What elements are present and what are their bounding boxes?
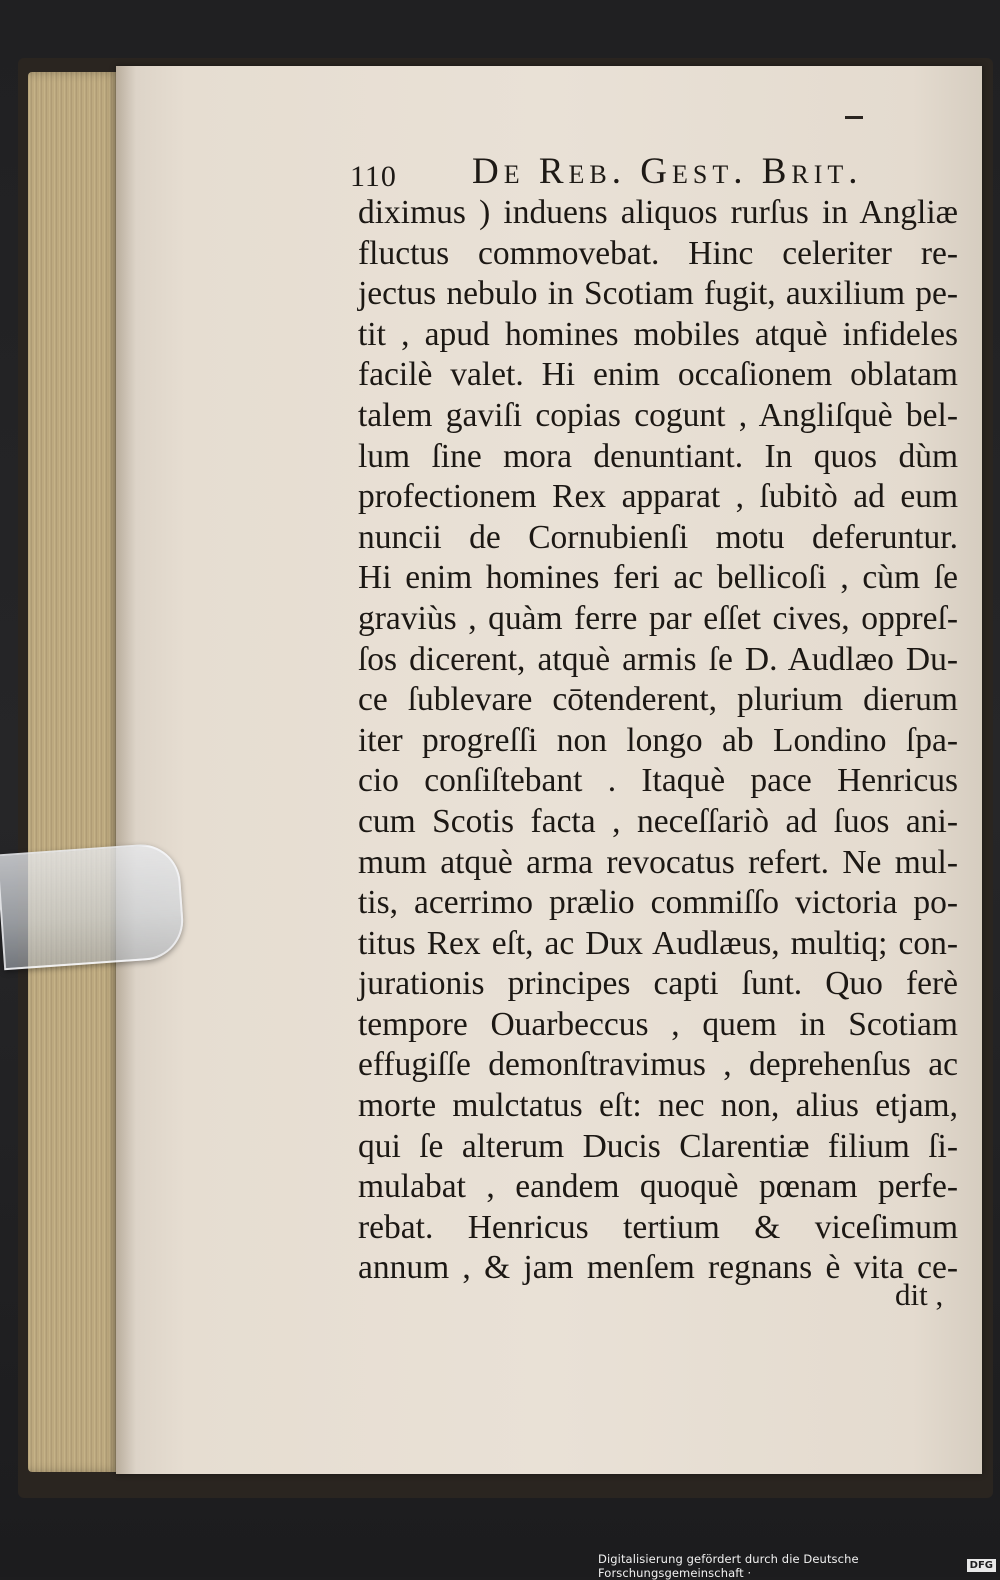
- catchword: dit ,: [895, 1277, 944, 1312]
- page-holder-strip: [0, 842, 186, 970]
- text-line: ſos dicerent, atquè armis ſe D. Audlæo Du-: [358, 640, 958, 678]
- text-line: mulabat , eandem quoquè pœnam perfe-: [358, 1168, 958, 1206]
- page-number: 110: [350, 160, 397, 193]
- text-line: jurationis principes capti ſunt. Quo ferè: [358, 965, 958, 1003]
- text-line: tempore Ouarbeccus , quem in Scotiam: [358, 1005, 958, 1043]
- text-line: ce ſublevare cōtenderent, plurium dierum: [358, 681, 958, 719]
- text-line: tit , apud homines mobiles atquè infideles: [358, 315, 958, 353]
- text-line: graviùs , quàm ferre par eſſet cives, oppreſ-: [358, 599, 958, 637]
- text-line: cio conſiſtebant . Itaquè pace Henricus: [358, 762, 958, 800]
- page-gutter-shadow: [116, 66, 136, 1474]
- footer-credit: Digitalisierung gefördert durch die Deutsche Forschungsgemeinschaft ·: [598, 1551, 859, 1580]
- text-line: annum , & jam menſem regnans è vita ce-: [358, 1249, 958, 1287]
- text-line: morte mulctatus eſt: nec non, alius etjam,: [358, 1087, 958, 1125]
- text-line: mum atquè arma revocatus refert. Ne mul-: [358, 843, 958, 881]
- text-line: nuncii de Cornubienſi motu deferuntur.: [358, 518, 958, 556]
- running-head: De Reb. Gest. Brit.: [472, 151, 863, 192]
- page-edges: [28, 72, 120, 1472]
- page-mark: [845, 116, 863, 119]
- text-line: Hi enim homines feri ac bellicoſi , cùm ſe: [358, 559, 958, 597]
- text-line: qui ſe alterum Ducis Clarentiæ filium ſi-: [358, 1127, 958, 1165]
- text-line: cum Scotis facta , neceſſariò ad ſuos ani-: [358, 802, 958, 840]
- text-line: titus Rex eſt, ac Dux Audlæus, multiq; con-: [358, 924, 958, 962]
- text-line: talem gaviſi copias cogunt , Angliſquè bel-: [358, 396, 958, 434]
- text-line: jectus nebulo in Scotiam fugit, auxilium pe-: [358, 275, 958, 313]
- text-line: fluctus commovebat. Hinc celeriter re-: [358, 234, 958, 272]
- text-line: iter progreſſi non longo ab Londino ſpa-: [358, 721, 958, 759]
- text-line: rebat. Henricus tertium & viceſimum: [358, 1208, 958, 1246]
- text-line: effugiſſe demonſtravimus , deprehenſus ac: [358, 1046, 958, 1084]
- dfg-logo: DFG: [967, 1559, 996, 1572]
- text-line: tis, acerrimo prælio commiſſo victoria po-: [358, 884, 958, 922]
- text-line: facilè valet. Hi enim occaſionem oblatam: [358, 356, 958, 394]
- body-text: [358, 193, 958, 1289]
- text-line: diximus ) induens aliquos rurſus in Angliæ: [358, 194, 958, 231]
- text-line: lum ſine mora denuntiant. In quos dùm: [358, 437, 958, 475]
- text-line: profectionem Rex apparat , ſubitò ad eum: [358, 478, 958, 516]
- footer-bar: [598, 1551, 1000, 1580]
